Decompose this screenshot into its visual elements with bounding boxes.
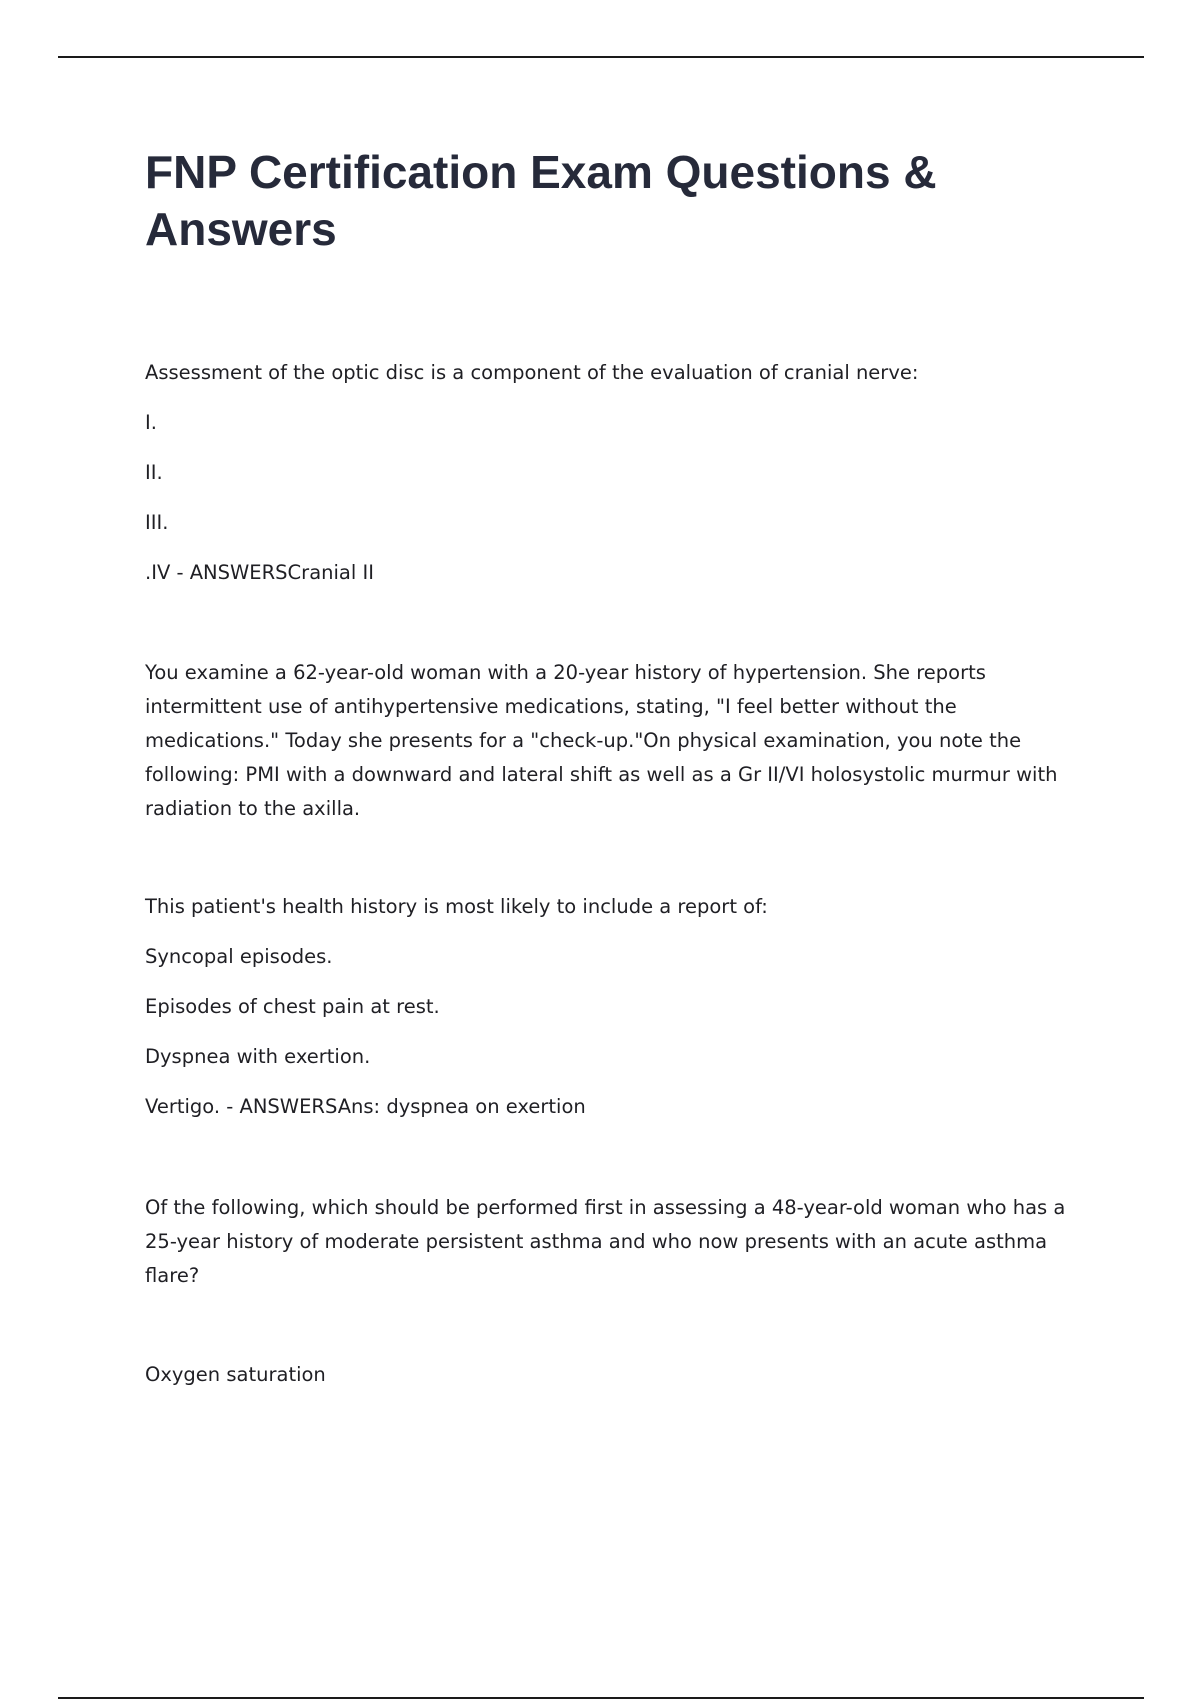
q3-option-1: Oxygen saturation: [145, 1363, 326, 1386]
q3-question: Of the following, which should be performed first in assessing a 48-year-old woman who has a 25-year history of moderate persistent asthma and who now presents with an acute asthma flare?: [145, 1196, 1066, 1287]
header-rule: [58, 56, 1144, 58]
footer-rule: [58, 1697, 1144, 1699]
q2-scenario: You examine a 62-year-old woman with a 20-year history of hypertension. She reports intermittent use of antihypertensive medications, stating, "I feel better without the medications." Today she presents for a "check-up."On physical examination, you note the following: PMI with a downward and lateral shift as well as a Gr II/VI holosystolic murmur with radiation to the axilla.: [145, 661, 1058, 820]
q2-option-1: Syncopal episodes.: [145, 945, 333, 968]
q2-question: This patient's health history is most likely to include a report of:: [145, 895, 768, 918]
document-title: FNP Certification Exam Questions & Answers: [145, 146, 937, 255]
q1-option-3: III.: [145, 511, 169, 534]
q2-option-2: Episodes of chest pain at rest.: [145, 995, 440, 1018]
q2-option-4-answer: Vertigo. - ANSWERSAns: dyspnea on exertion: [145, 1095, 586, 1118]
q1-question: Assessment of the optic disc is a component of the evaluation of cranial nerve:: [145, 361, 919, 384]
q1-option-4-answer: .IV - ANSWERSCranial II: [145, 561, 374, 584]
q2-option-3: Dyspnea with exertion.: [145, 1045, 371, 1068]
q1-option-1: I.: [145, 411, 157, 434]
q1-option-2: II.: [145, 461, 163, 484]
